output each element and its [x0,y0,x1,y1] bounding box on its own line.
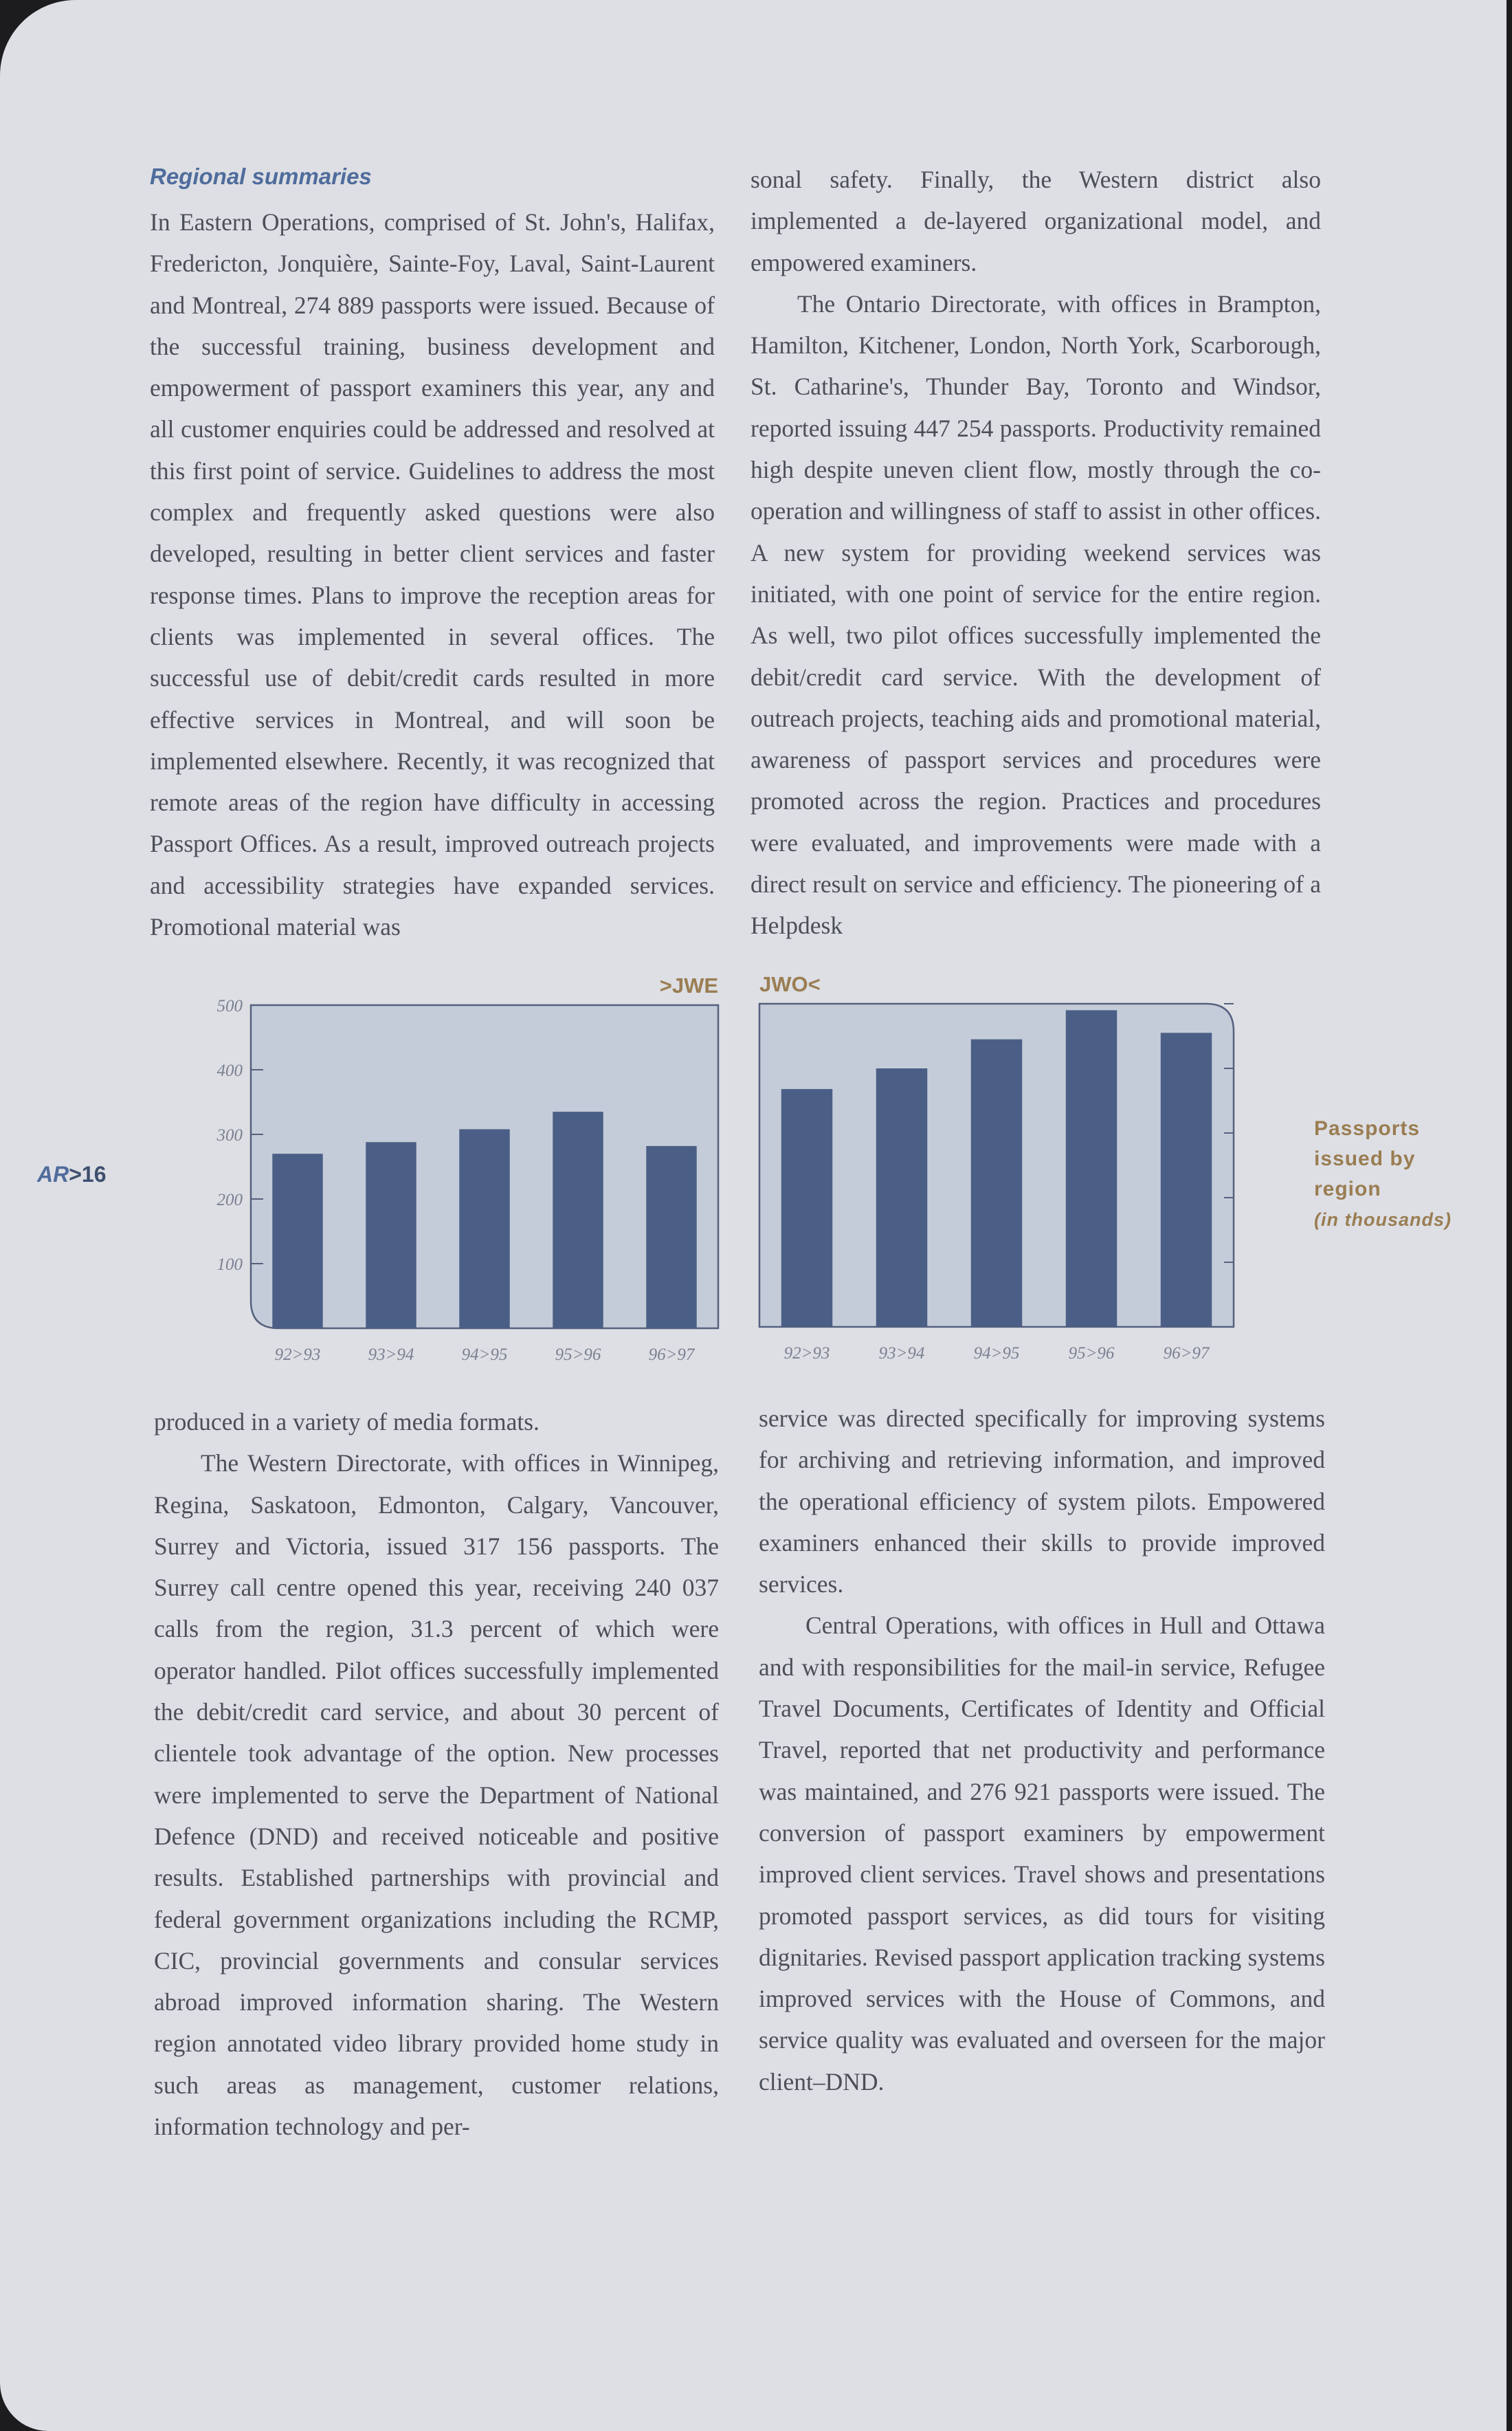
caption-line-4: (in thousands) [1314,1209,1452,1230]
column-2-bottom-paragraph-2: Central Operations, with offices in Hull and Ottawa and with responsibilities for the mail-in service, Refugee Travel Documents, Certificates of Identity and Official Travel, reported that net productivity and performance was maintained, and 276 921 passports were issued. The conversion of passport examiners by empowerment improved client services. Travel shows and presentations promoted passport services, as did tours for visiting dignitaries. Revised passport application tracking systems improved services with the House of Commons, and service quality was evaluated and overseen for the major client–DND. [759,1612,1325,2096]
chart-label: JWO< [759,972,821,996]
page-marker-number: 16 [81,1162,107,1187]
bar [781,1089,833,1327]
bar [646,1146,696,1328]
column-1-bottom-paragraph-2: The Western Directorate, with offices in Winnipeg, Regina, Saskatoon, Edmonton, Calgary, Vancouver, Surrey and Victoria, issued 317 156 passports. The Surrey call centre opened this year, receiving 240 037 calls from the region, 31.3 percent of which were operator handled. Pilot offices successfully implemented the debit/credit card service, and about 30 percent of clientele took advantage of the option. New processes were implemented to serve the Department of National Defence (DND) and received noticeable and positive results. Established partnerships with provincial and federal government organizations including the RCMP, CIC, provincial governments and consular services abroad improved information sharing. The Western region annotated video library provided home study in such areas as management, customer relations, information technology and per- [154,1449,719,2141]
page-marker-prefix: AR [37,1162,69,1187]
chart-left [216,974,719,1364]
chart-label: >JWE [659,974,718,998]
y-tick-label: 400 [216,1062,243,1080]
charts-caption [1314,1114,1493,1235]
bar [366,1142,416,1328]
column-1-bottom-paragraph-1: produced in a variety of media formats. [154,1408,540,1436]
column-2-bottom [759,1398,1325,2102]
x-tick-label: 92>93 [783,1344,830,1363]
bar [272,1154,322,1328]
x-tick-label: 96>97 [648,1345,695,1364]
y-tick-label: 500 [216,997,243,1015]
bar [1066,1010,1118,1327]
column-1-bottom [154,1401,719,2147]
bar [459,1129,509,1328]
chart-right [759,972,1234,1363]
plot-area [251,1005,718,1328]
x-tick-label: 94>95 [461,1345,508,1364]
caption-line-3: region [1314,1178,1381,1200]
caption-line-1: Passports [1314,1117,1421,1140]
page-number-marker [37,1162,107,1187]
bar [876,1068,928,1327]
caption-line-2: issued by [1314,1147,1416,1170]
x-tick-label: 93>94 [878,1344,925,1363]
column-2-top-paragraph-1: sonal safety. Finally, the Western district also implemented a de-layered organizational model, and empowered examiners. [751,166,1321,276]
x-tick-label: 95>96 [555,1345,601,1364]
bar [1161,1033,1212,1327]
column-1-top-text: In Eastern Operations, comprised of St. John's, Halifax, Fredericton, Jonquière, Sainte-Foy, Laval, Saint-Laurent and Montreal, 274 889 passports were issued. Because of the successful training, business development and empowerment of passport examiners this year, any and all customer enquiries could be addressed and resolved at this first point of service. Guidelines to address the most complex and frequently asked questions were also developed, resulting in better client services and faster response times. Plans to improve the reception areas for clients was implemented in several offices. The successful use of debit/credit cards resulted in more effective services in Montreal, and will soon be implemented elsewhere. Recently, it was recognized that remote areas of the region have difficulty in accessing Passport Offices. As a result, improved outreach projects and accessibility strategies have expanded services. Promotional material was [150,208,715,941]
x-tick-label: 92>93 [274,1345,321,1364]
column-2-top-paragraph-2: The Ontario Directorate, with offices in Brampton, Hamilton, Kitchener, London, North York, Scarborough, St. Catharine's, Thunder Bay, Toronto and Windsor, reported issuing 447 254 passports. Productivity remained high despite uneven client flow, mostly through the co-operation and willingness of staff to assist in other offices. A new system for providing weekend services was initiated, with one point of service for the entire region. As well, two pilot offices successfully implemented the debit/credit card service. With the development of outreach projects, teaching aids and promotional material, awareness of passport services and procedures were promoted across the region. Practices and procedures were evaluated, and improvements were made with a direct result on service and efficiency. The pioneering of a Helpdesk [751,289,1321,940]
section-heading: Regional summaries [150,164,372,189]
bar [553,1112,603,1328]
y-tick-label: 300 [216,1126,243,1145]
plot-area [759,1004,1234,1327]
column-2-bottom-paragraph-1: service was directed specifically for improving systems for archiving and retrieving information, and improved the operational efficiency of system pilots. Empowered examiners enhanced their skills to provide improved services. [759,1405,1325,1598]
x-tick-label: 93>94 [368,1345,414,1364]
x-tick-label: 95>96 [1068,1344,1115,1363]
y-tick-label: 200 [216,1191,243,1209]
page-marker-separator: > [69,1162,82,1187]
column-2-top [751,159,1321,947]
x-tick-label: 96>97 [1163,1344,1210,1363]
x-tick-label: 94>95 [973,1344,1020,1363]
y-tick-label: 100 [216,1255,243,1274]
bar [971,1040,1023,1327]
